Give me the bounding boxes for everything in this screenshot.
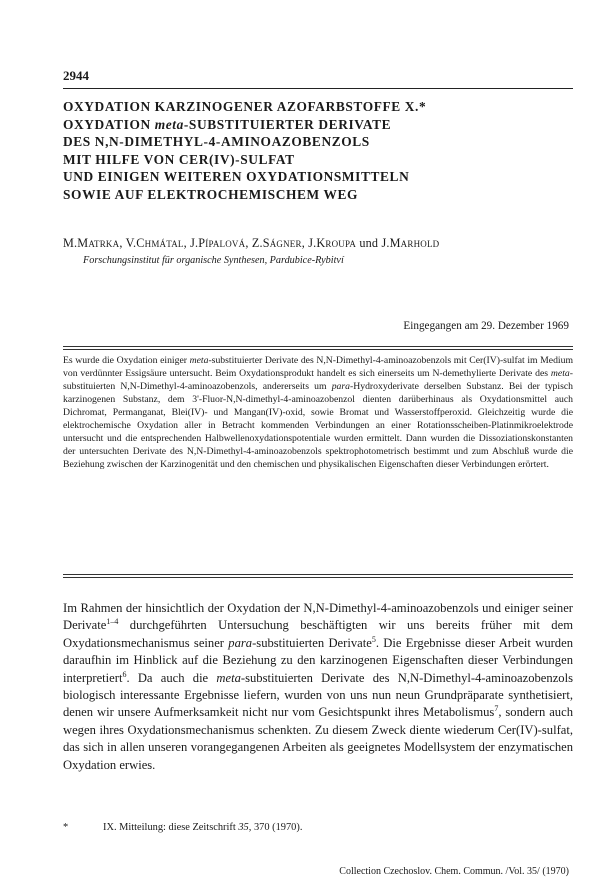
author-conjunction: und (356, 236, 382, 250)
author: V.Chmátal, (125, 236, 191, 250)
title-line: DES N,N-DIMETHYL-4-AMINOAZOBENZOLS (63, 134, 370, 149)
abstract-rule-bottom (63, 577, 573, 578)
body-text-run: durchgeführten Untersuchung beschäftigten wir uns bereits früher mit dem Oxydationsmechanismus seiner (63, 618, 573, 650)
title-line: MIT HILFE VON CER(IV)-SULFAT (63, 151, 295, 167)
author: M.Matrka, (63, 236, 126, 250)
abstract-text: -substituierten N,N-Dimethyl-4-aminoazobenzols, andererseits um (63, 368, 573, 392)
page-number: 2944 (63, 68, 89, 83)
footnote-text: 370 (1970). (251, 822, 303, 833)
abstract-text: -substituierter Derivate des N,N-Dimethyl-4-aminoazobenzols mit Cer(IV)-sulfat im Medium von verdünnter Essigsäure untersucht. Beim Oxydationsprodukt handelt es sich einerseits um N-demethylierte Derivate des (63, 355, 573, 379)
author: J.Kroupa (308, 236, 357, 250)
title-text: -SUBSTITUIERTER DERIVATE (183, 116, 392, 132)
body-paragraph (63, 600, 573, 774)
citation-sup: 5 (371, 634, 376, 644)
title-text: OXYDATION (63, 116, 155, 132)
abstract-text: Es wurde die Oxydation einiger (63, 355, 190, 366)
body-text-run: . Die Ergebnisse dieser Arbeit wurden daraufhin im Hinblick auf die Beziehung zu den karzinogenen Eigenschaften dieser Verbindungen interpretiert (63, 635, 573, 685)
abstract (63, 354, 573, 471)
title-line (63, 116, 573, 134)
body-text-run: , sondern auch wegen ihres Oxydationsmechanismus schenkten. Zu diesem Zweck diente wiederum Cer(IV)-sulfat, das sich in allen unseren vorangegangenen Arbeiten als geeignetes Modellsystem der enzymatischen Oxydation erwies. (63, 705, 573, 772)
citation-sup: 1–4 (106, 617, 119, 627)
title-line: UND EINIGEN WEITEREN OXYDATIONSMITTELN (63, 169, 410, 184)
abstract-rule-top (63, 349, 573, 350)
title-line: OXYDATION KARZINOGENER AZOFARBSTOFFE X.* (63, 99, 427, 114)
received-date: Eingegangen am 29. Dezember 1969 (403, 320, 569, 332)
author: J.Pípalová, (190, 236, 252, 250)
abstract-rule-top (63, 346, 573, 347)
footnote (63, 822, 573, 833)
body-text-run: -substituierten Derivate (252, 635, 372, 650)
body-italic: meta (216, 670, 241, 685)
journal-citation: Collection Czechoslov. Chem. Commun. /Vol. 35/ (1970) (339, 866, 569, 877)
header-rule (63, 88, 573, 89)
affiliation: Forschungsinstitut für organische Synthesen, Pardubice-Rybitví (83, 255, 344, 266)
abstract-paragraph (63, 354, 573, 471)
footnote-volume: 35, (238, 822, 252, 833)
body-text-run: Im Rahmen der hinsichtlich der Oxydation der N,N-Dimethyl-4-aminoazobenzols und einiger seiner Derivate (63, 601, 573, 633)
body-text-run: -substituierten Derivate des N,N-Dimethyl-4-aminoazobenzols biologisch interessante Ergebnisse liefern, wurden von uns nun neun Grundpräparate synthetisiert, denen wir unsere Aufmerksamkeit nicht nur vom Gesichtspunkt ihres Metabolismus (63, 670, 573, 720)
body-text (63, 600, 573, 774)
citation-sup: 7 (494, 704, 499, 714)
abstract-italic: para (331, 381, 350, 392)
author: J.Marhold (381, 236, 440, 250)
abstract-text: -Hydroxyderivate derselben Substanz. Bei der typisch karzinogenen Substanz, dem 3'-Fluor-N,N-dimethyl-4-aminoazobenzol dienten darüberhinaus als Oxydationsmittel auch Dichromat, Permanganat, Blei(IV)- und Mangan(IV)-oxid, sowie Bromat und Wasserstoffperoxid. Gleichzeitig wurde die elektrochemische Oxydation aller in Betracht kommenden Verbindungen an einer Rotationsscheiben-Platinmikroelektrode untersucht und die entsprechenden Halbwellenoxydationspotentiale wurden ermittelt. Dann wurden die Dissoziationskonstanten der untersuchten Derivate des N,N-Dimethyl-4-aminoazobenzols spektrophotometrisch bestimmt und zum Abschluß wurde die Beziehung zwischen der Karzinogenität und den chemischen und physikalischen Eigenschaften dieser Verbindungen erörtert. (63, 381, 573, 470)
citation-sup: 6 (122, 669, 127, 679)
abstract-rule-bottom (63, 574, 573, 575)
author: Z.Ságner, (251, 236, 309, 250)
footnote-mark: * (63, 822, 69, 833)
abstract-italic: meta (550, 368, 570, 379)
body-text-run: . Da auch die (126, 670, 217, 685)
abstract-italic: meta (189, 355, 209, 366)
title-italic: meta (154, 116, 184, 132)
author-list (63, 236, 573, 251)
footnote-text: IX. Mitteilung: diese Zeitschrift (103, 822, 239, 833)
body-italic: para (228, 635, 253, 650)
article-title (63, 98, 573, 203)
title-line: SOWIE AUF ELEKTROCHEMISCHEM WEG (63, 186, 359, 202)
